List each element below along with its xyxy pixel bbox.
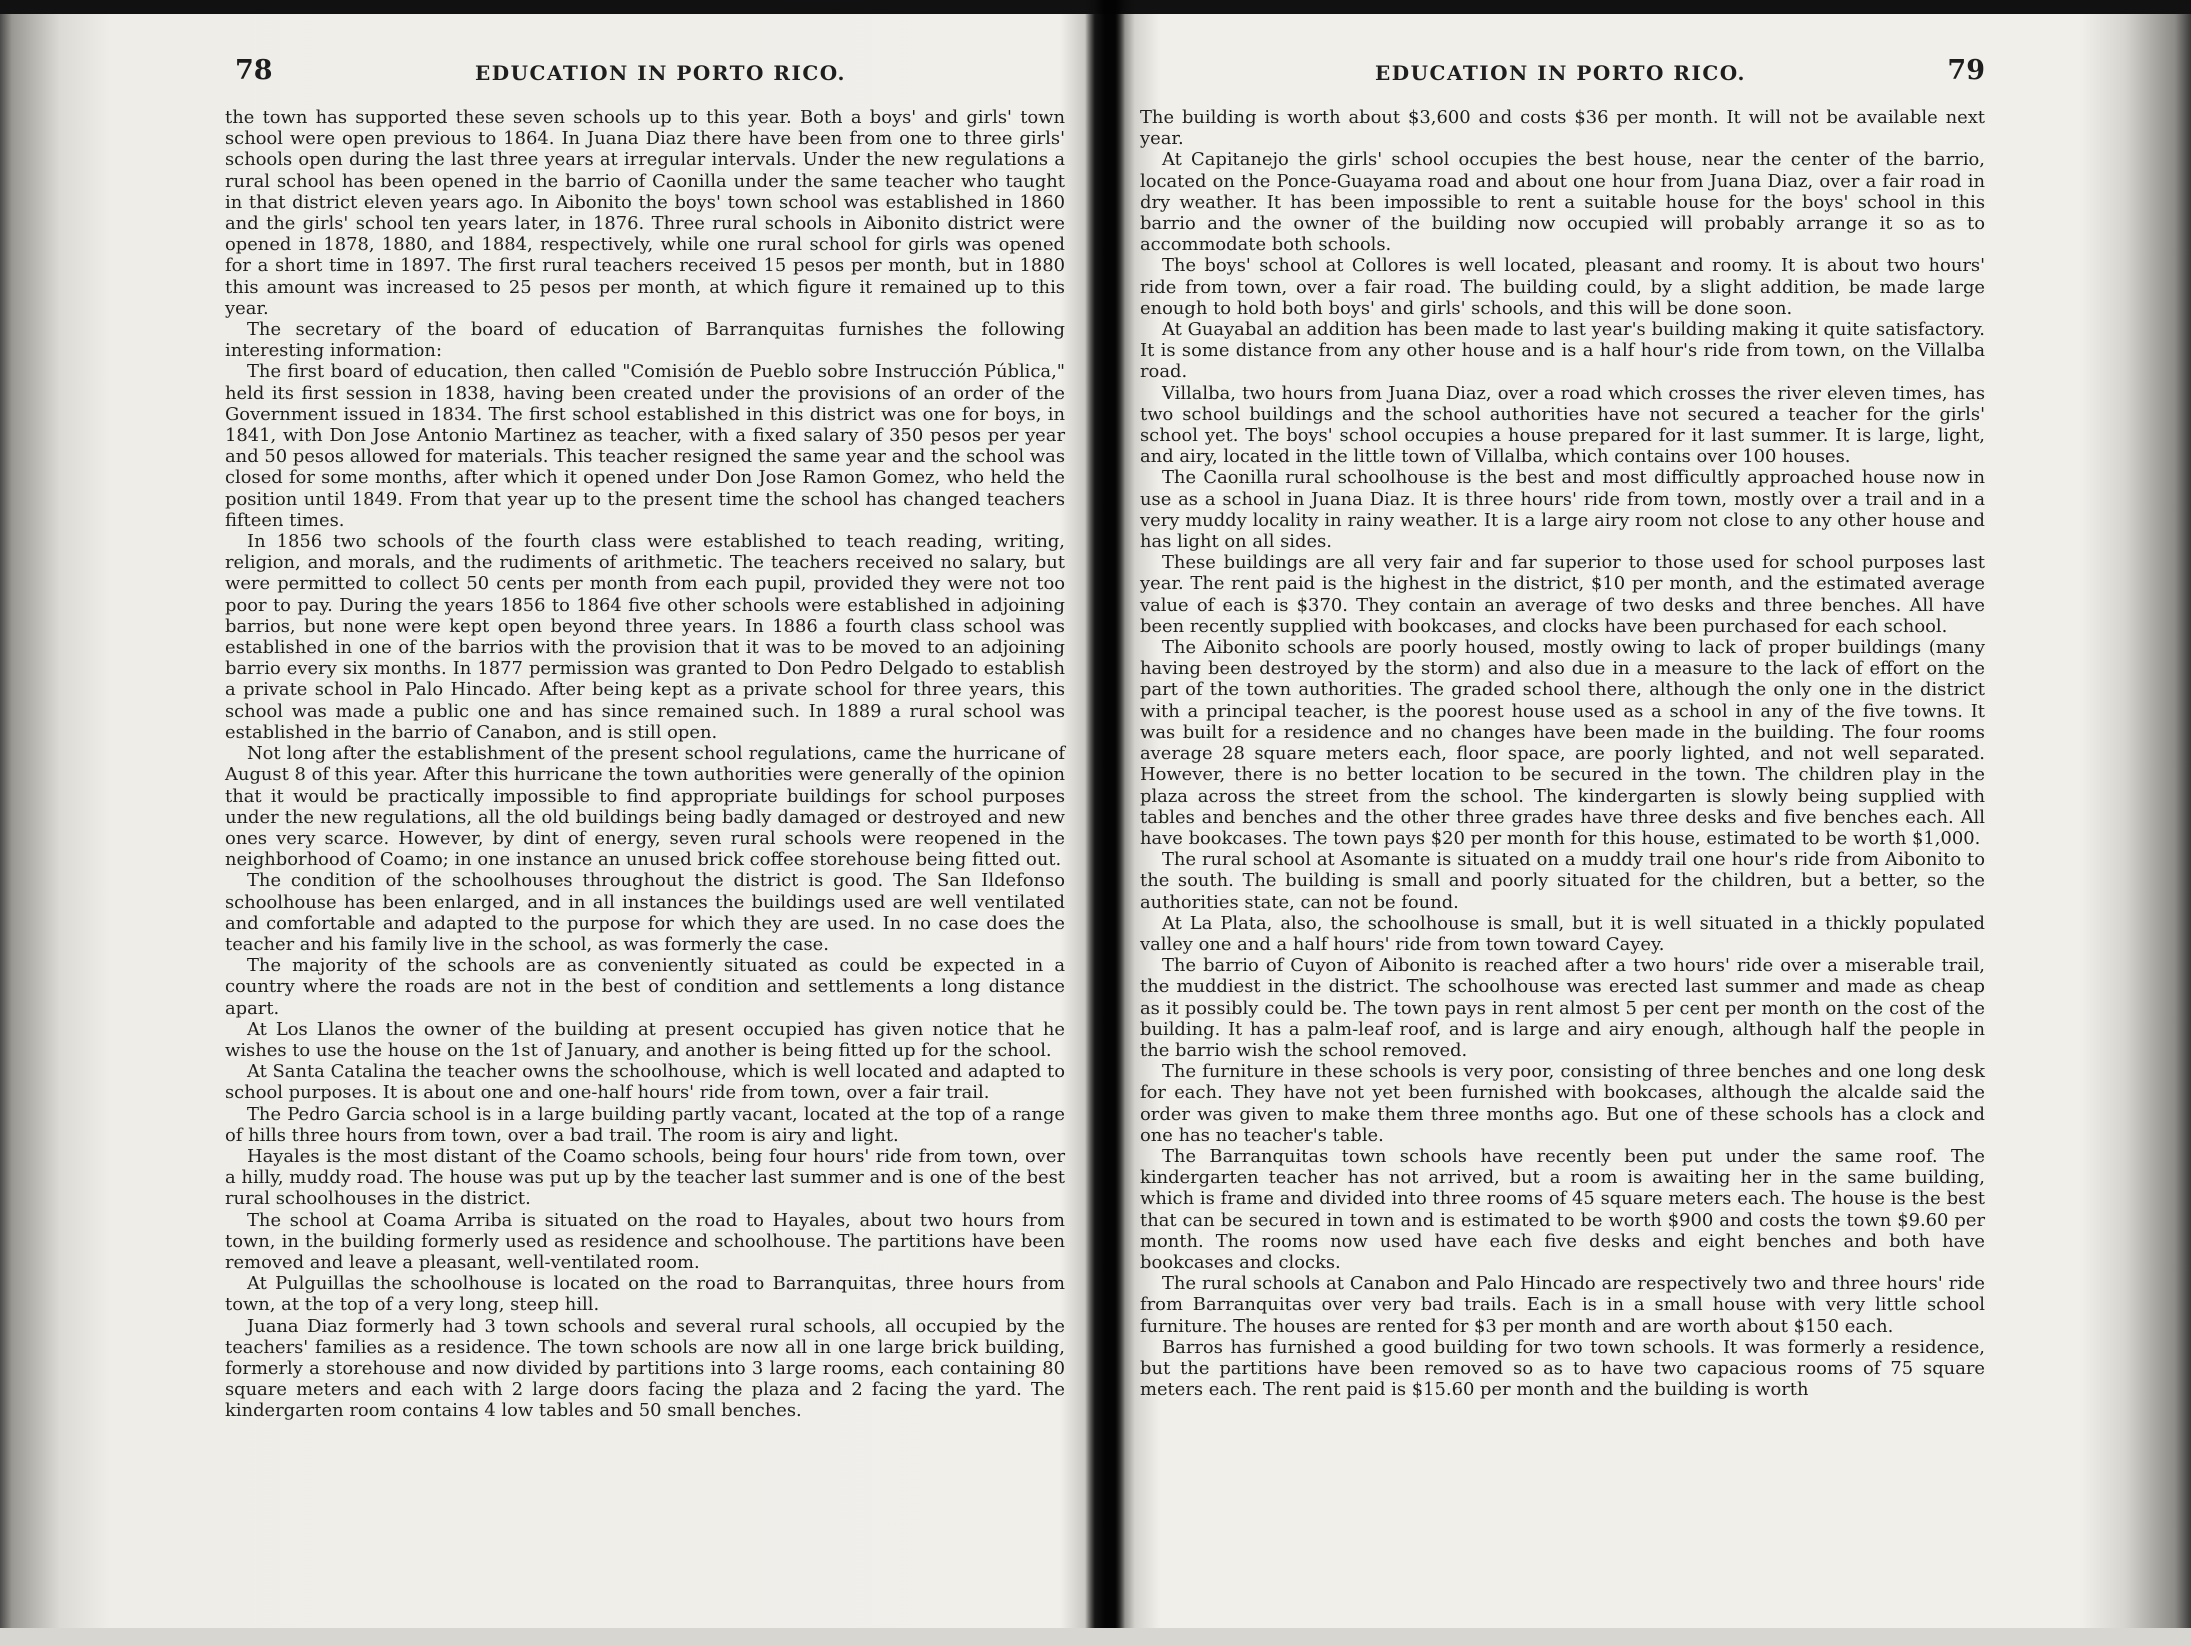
paragraph: The secretary of the board of education of Barranquitas furnishes the following interesting information: [225, 319, 1065, 362]
paragraph: The condition of the schoolhouses throughout the district is good. The San Ildefonso schoolhouse has been enlarged, and in all instances the buildings used are well ventilated and comfortable and adapted to the purpose for which they are used. In no case does the teacher and his family live in the school, as was formerly the case. [225, 870, 1065, 955]
book-gutter [1085, 0, 1135, 1646]
paragraph: The first board of education, then called "Comisión de Pueblo sobre Instrucción Pública," held its first session in 1838, having been created under the provisions of an order of the Government issued in 1834. The first school established in this district was one for boys, in 1841, with Don Jose Antonio Martinez as teacher, with a fixed salary of 350 pesos per year and 50 pesos allowed for materials. This teacher resigned the same year and the school was closed for some months, after which it opened under Don Jose Ramon Gomez, who held the position until 1849. From that year up to the present time the school has changed teachers fifteen times. [225, 361, 1065, 531]
right-page [1140, 55, 1985, 1400]
paragraph: The barrio of Cuyon of Aibonito is reached after a two hours' ride over a miserable trail, the muddiest in the district. The schoolhouse was erected last summer and made as cheap as it possibly could be. The town pays in rent almost 5 per cent per month on the cost of the building. It has a palm-leaf roof, and is large and airy enough, although half the people in the barrio wish the school removed. [1140, 955, 1985, 1061]
right-body-text [1140, 107, 1985, 1400]
paragraph: In 1856 two schools of the fourth class were established to teach reading, writing, religion, and morals, and the rudiments of arithmetic. The teachers received no salary, but were permitted to collect 50 cents per month from each pupil, provided they were not too poor to pay. During the years 1856 to 1864 five other schools were established in adjoining barrios, but none were kept open beyond three years. In 1886 a fourth class school was established in one of the barrios with the provision that it was to be moved to an adjoining barrio every six months. In 1877 permission was granted to Don Pedro Delgado to establish a private school in Palo Hincado. After being kept as a private school for three years, this school was made a public one and has since remained such. In 1889 a rural school was established in the barrio of Canabon, and is still open. [225, 531, 1065, 743]
paragraph: At Los Llanos the owner of the building at present occupied has given notice that he wishes to use the house on the 1st of January, and another is being fitted up for the school. [225, 1018, 1065, 1061]
paragraph: These buildings are all very fair and far superior to those used for school purposes last year. The rent paid is the highest in the district, $10 per month, and the estimated average value of each is $370. They contain an average of two desks and three benches. All have been recently supplied with bookcases, and clocks have been purchased for each school. [1140, 552, 1985, 637]
paragraph: Villalba, two hours from Juana Diaz, over a road which crosses the river eleven times, has two school buildings and the school authorities have not secured a teacher for the girls' school yet. The boys' school occupies a house prepared for it last summer. It is large, light, and airy, located in the little town of Villalba, which contains over 100 houses. [1140, 382, 1985, 468]
paragraph: the town has supported these seven schools up to this year. Both a boys' and girls' town school were open previous to 1864. In Juana Diaz there have been from one to three girls' schools open during the last three years at irregular intervals. Under the new regulations a rural school has been opened in the barrio of Caonilla under the same teacher who taught in that district eleven years ago. In Aibonito the boys' town school was established in 1860 and the girls' school ten years later, in 1876. Three rural schools in Aibonito district were opened in 1878, 1880, and 1884, respectively, while one rural school for girls was opened for a short time in 1897. The first rural teachers received 15 pesos per month, but in 1880 this amount was increased to 25 pesos per month, at which figure it remained up to this year. [225, 107, 1065, 319]
paragraph: The majority of the schools are as conveniently situated as could be expected in a country where the roads are not in the best of condition and settlements a long distance apart. [225, 955, 1065, 1019]
paragraph: The Caonilla rural schoolhouse is the best and most difficultly approached house now in use as a school in Juana Diaz. It is three hours' ride from town, mostly over a trail and in a very muddy locality in rainy weather. It is a large airy room not close to any other house and has light on all sides. [1140, 467, 1985, 553]
right-page-number: 79 [1947, 55, 1985, 86]
left-running-head [225, 55, 1065, 91]
paragraph: The boys' school at Collores is well located, pleasant and roomy. It is about two hours' ride from town, over a fair road. The building could, by a slight addition, be made large enough to hold both boys' and girls' schools, and this will be done soon. [1140, 255, 1985, 319]
paragraph: The Barranquitas town schools have recently been put under the same roof. The kindergarten teacher has not arrived, but a room is awaiting her in the same building, which is frame and divided into three rooms of 45 square meters each. The house is the best that can be secured in town and is estimated to be worth $900 and costs the town $9.60 per month. The rooms now used have each five desks and eight benches and both have bookcases and clocks. [1140, 1145, 1985, 1273]
paragraph: Juana Diaz formerly had 3 town schools and several rural schools, all occupied by the teachers' families as a residence. The town schools are now all in one large brick building, formerly a storehouse and now divided by partitions into 3 large rooms, each containing 80 square meters and each with 2 large doors facing the plaza and 2 facing the yard. The kindergarten room contains 4 low tables and 50 small benches. [225, 1315, 1065, 1422]
paragraph: The Pedro Garcia school is in a large building partly vacant, located at the top of a range of hills three hours from town, over a bad trail. The room is airy and light. [225, 1103, 1065, 1146]
left-body-text [225, 107, 1065, 1422]
paragraph: At La Plata, also, the schoolhouse is small, but it is well situated in a thickly populated valley one and a half hours' ride from town toward Cayey. [1140, 912, 1985, 955]
paragraph: Barros has furnished a good building for two town schools. It was formerly a residence, but the partitions have been removed so as to have two capacious rooms of 75 square meters each. The rent paid is $15.60 per month and the building is worth [1140, 1336, 1985, 1401]
paragraph: At Santa Catalina the teacher owns the schoolhouse, which is well located and adapted to school purposes. It is about one and one-half hours' ride from town, over a fair trail. [225, 1061, 1065, 1104]
paragraph: The rural schools at Canabon and Palo Hincado are respectively two and three hours' ride from Barranquitas over very bad trails. Each is in a small house with very little school furniture. The houses are rented for $3 per month and are worth about $150 each. [1140, 1273, 1985, 1337]
paragraph: The Aibonito schools are poorly housed, mostly owing to lack of proper buildings (many having been destroyed by the storm) and also due in a measure to the lack of effort on the part of the town authorities. The graded school there, although the only one in the district with a principal teacher, is the poorest house used as a school in any of the five towns. It was built for a residence and no changes have been made in the building. The four rooms average 28 square meters each, floor space, are poorly lighted, and not well separated. However, there is no better location to be secured in the town. The children play in the plaza across the street from the school. The kindergarten is slowly being supplied with tables and benches and the other three grades have three desks and five benches each. All have bookcases. The town pays $20 per month for this house, estimated to be worth $1,000. [1140, 637, 1985, 849]
paragraph: At Pulguillas the schoolhouse is located on the road to Barranquitas, three hours from town, at the top of a very long, steep hill. [225, 1273, 1065, 1316]
right-head-title: EDUCATION IN PORTO RICO. [1375, 61, 1746, 85]
paragraph: At Guayabal an addition has been made to last year's building making it quite satisfactory. It is some distance from any other house and is a half hour's ride from town, on the Villalba road. [1140, 319, 1985, 383]
paragraph: At Capitanejo the girls' school occupies the best house, near the center of the barrio, located on the Ponce-Guayama road and about one hour from Juana Diaz, over a fair road in dry weather. It has been impossible to rent a suitable house for the boys' school in this barrio and the owner of the building now occupied will probably arrange it so as to accommodate both schools. [1140, 149, 1985, 256]
paragraph: The building is worth about $3,600 and costs $36 per month. It will not be available next year. [1140, 107, 1985, 150]
right-running-head [1140, 55, 1985, 91]
left-page-number: 78 [235, 55, 273, 86]
paragraph: The school at Coama Arriba is situated on the road to Hayales, about two hours from town, in the building formerly used as residence and schoolhouse. The partitions have been removed and leave a pleasant, well-ventilated room. [225, 1209, 1065, 1273]
paragraph: The furniture in these schools is very poor, consisting of three benches and one long desk for each. They have not yet been furnished with bookcases, although the alcalde said the order was given to make them three months ago. But one of these schools has a clock and one has no teacher's table. [1140, 1061, 1985, 1146]
paragraph: Hayales is the most distant of the Coamo schools, being four hours' ride from town, over a hilly, muddy road. The house was put up by the teacher last summer and is one of the best rural schoolhouses in the district. [225, 1145, 1065, 1210]
bottom-edge [0, 1628, 2191, 1646]
paragraph: The rural school at Asomante is situated on a muddy trail one hour's ride from Aibonito to the south. The building is small and poorly situated for the children, but a better, so the authorities state, can not be found. [1140, 849, 1985, 913]
left-head-title: EDUCATION IN PORTO RICO. [475, 61, 846, 85]
left-page [225, 55, 1065, 1422]
paragraph: Not long after the establishment of the present school regulations, came the hurricane of August 8 of this year. After this hurricane the town authorities were generally of the opinion that it would be practically impossible to find appropriate buildings for school purposes under the new regulations, all the old buildings being badly damaged or destroyed and new ones very scarce. However, by dint of energy, seven rural schools were reopened in the neighborhood of Coamo; in one instance an unused brick coffee storehouse being fitted out. [225, 743, 1065, 871]
